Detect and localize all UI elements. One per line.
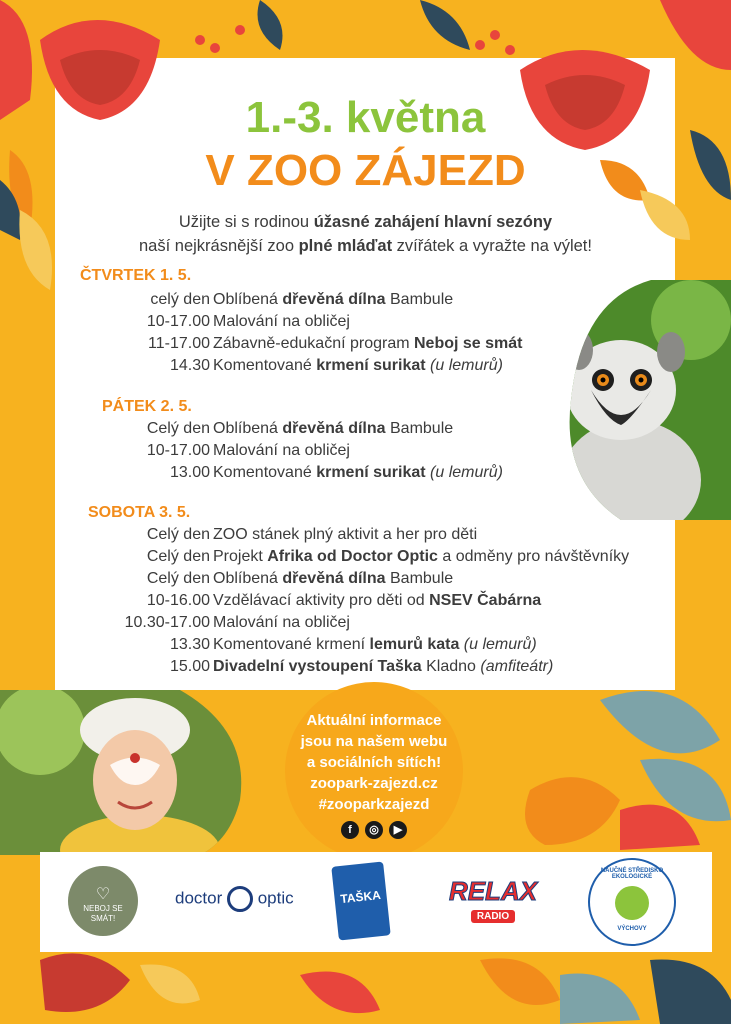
schedule-row: 10-17.00 Malování na obličej: [146, 442, 350, 459]
schedule-row: 10.30-17.00 Malování na obličej: [124, 614, 350, 631]
info-circle: [285, 682, 463, 860]
schedule-row: 11-17.00 Zábavně-edukační program Neboj se smát: [148, 335, 523, 352]
doctor-optic-logo: doctor optic: [175, 886, 294, 912]
schedule-row: Celý den Oblíbená dřevěná dílna Bambule: [146, 420, 454, 437]
day-label-saturday: SOBOTA 3. 5.: [88, 504, 191, 521]
schedule-row: 13.30 Komentované krmení lemurů kata (u lemurů): [169, 636, 537, 653]
youtube-icon[interactable]: ▶: [389, 821, 407, 839]
day-label-friday: PÁTEK 2. 5.: [102, 398, 192, 415]
taska-logo: TAŠKA: [331, 861, 390, 940]
info-line: jsou na našem webu: [300, 733, 448, 750]
nsev-logo: NAUČNÉ STŘEDISKO EKOLOGICKÉ VÝCHOVY: [588, 858, 676, 946]
relax-radio-logo: RELAX RADIO: [448, 876, 538, 922]
schedule-row: celý den Oblíbená dřevěná dílna Bambule: [150, 291, 454, 308]
child-photo: [0, 690, 250, 855]
info-line: Aktuální informace: [306, 712, 442, 729]
leaf-icon: [615, 886, 649, 920]
date-title: 1.-3. května: [245, 93, 486, 142]
tooth-icon: ♡: [95, 886, 111, 903]
intro-text: Užijte si s rodinou úžasné zahájení hlavní sezóny naší nejkrásnější zoo plné mláďat zvířátek a vyražte na výlet!: [139, 213, 592, 255]
schedule-row: Celý den Oblíbená dřevěná dílna Bambule: [146, 570, 454, 587]
social-links: [285, 821, 463, 839]
schedule-row: 15.00 Divadelní vystoupení Taška Kladno (amfiteátr): [169, 658, 554, 675]
hashtag: #zooparkzajezd: [318, 796, 430, 813]
sponsor-logos: [40, 852, 712, 952]
schedule-row: 13.00 Komentované krmení surikat (u lemurů): [169, 464, 503, 481]
info-line: a sociálních sítích!: [306, 754, 442, 771]
facebook-icon[interactable]: f: [341, 821, 359, 839]
eye-icon: [227, 886, 253, 912]
event-title: V ZOO ZÁJEZD: [205, 146, 526, 195]
website-link[interactable]: zoopark-zajezd.cz: [310, 775, 438, 792]
schedule-row: 14.30 Komentované krmení surikat (u lemurů): [169, 357, 503, 374]
neboj-se-smat-logo: ♡ NEBOJ SE SMÁT!: [68, 866, 138, 936]
schedule-row: 10-16.00 Vzdělávací aktivity pro děti od NSEV Čabárna: [146, 592, 542, 609]
instagram-icon[interactable]: ◎: [365, 821, 383, 839]
schedule-row: Celý den ZOO stánek plný aktivit a her pro děti: [146, 526, 478, 543]
schedule-row: Celý den Projekt Afrika od Doctor Optic a odměny pro návštěvníky: [146, 548, 630, 565]
lemur-photo: [561, 280, 731, 520]
schedule-row: 10-17.00 Malování na obličej: [146, 313, 350, 330]
day-label-thursday: ČTVRTEK 1. 5.: [80, 267, 192, 284]
